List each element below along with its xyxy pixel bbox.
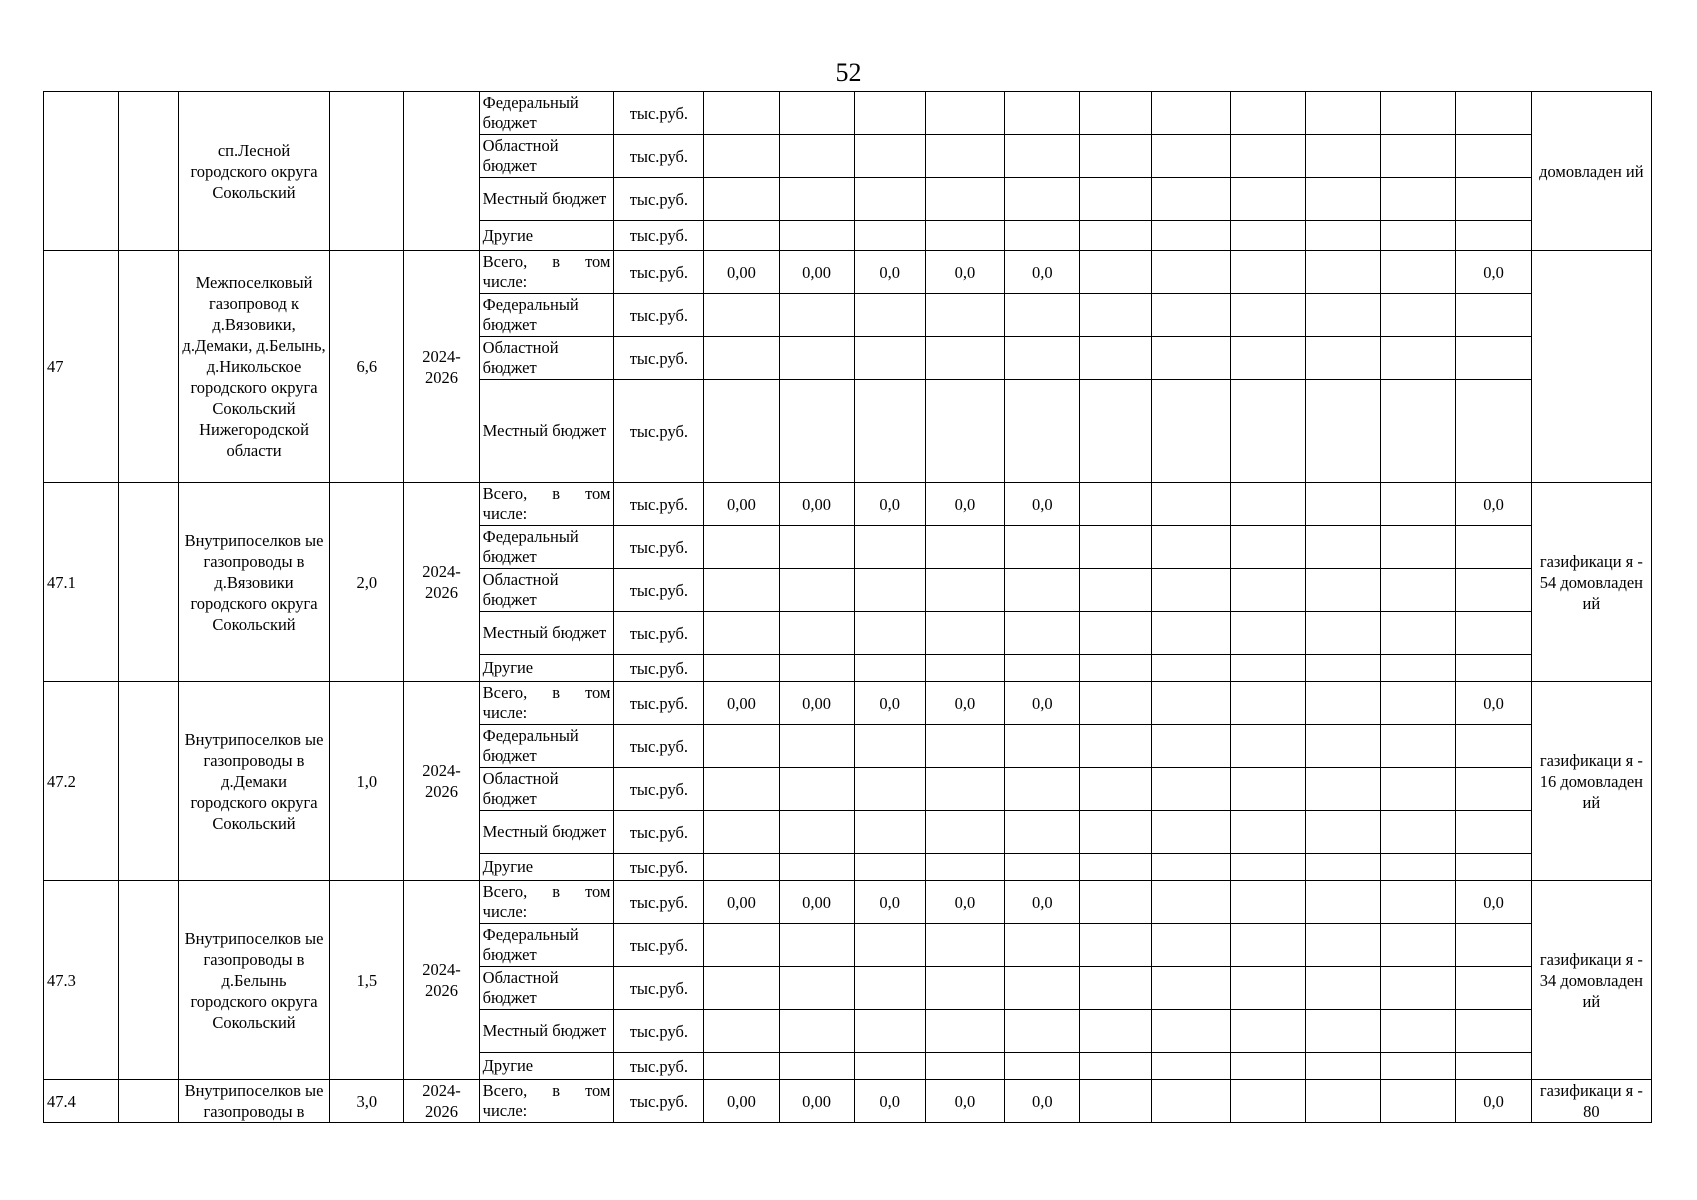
- value-cell: 0,00: [779, 483, 854, 526]
- value-cell: 0,00: [704, 682, 779, 725]
- table-row: [44, 92, 1652, 135]
- value-cell: 0,0: [1005, 483, 1080, 526]
- source-other: Другие: [479, 221, 614, 251]
- result-cell: домовладен ий: [1531, 92, 1651, 251]
- value-cell: 0,0: [1456, 682, 1531, 725]
- source-oblast: Областной бюджет: [479, 768, 614, 811]
- row-number-cell: 47.1: [44, 483, 119, 682]
- value-cell: 0,0: [1456, 1080, 1531, 1123]
- value-cell: 0,00: [704, 881, 779, 924]
- value-cell: 0,0: [925, 1080, 1004, 1123]
- source-other: Другие: [479, 1053, 614, 1080]
- value-cell: 0,0: [1005, 251, 1080, 294]
- source-local: Местный бюджет: [479, 178, 614, 221]
- value-cell: 0,0: [925, 251, 1004, 294]
- value-cell: 0,0: [854, 881, 925, 924]
- unit: тыс.руб.: [614, 294, 704, 337]
- length-km: 2,0: [330, 483, 404, 682]
- result-cell: газификаци я - 34 домовладен ий: [1531, 881, 1651, 1080]
- unit: тыс.руб.: [614, 1053, 704, 1080]
- value-cell: 0,00: [779, 1080, 854, 1123]
- period: 2024-2026: [404, 251, 479, 483]
- source-federal: Федеральный бюджет: [479, 725, 614, 768]
- table-row: [44, 251, 1652, 294]
- row-number-cell: 47.3: [44, 881, 119, 1080]
- unit: тыс.руб.: [614, 612, 704, 655]
- source-local: Местный бюджет: [479, 380, 614, 483]
- unit: тыс.руб.: [614, 655, 704, 682]
- page-number: 52: [835, 58, 862, 87]
- unit: тыс.руб.: [614, 337, 704, 380]
- unit: тыс.руб.: [614, 178, 704, 221]
- unit: тыс.руб.: [614, 135, 704, 178]
- source-total: Всего, в том числе:: [479, 483, 614, 526]
- unit: тыс.руб.: [614, 924, 704, 967]
- unit: тыс.руб.: [614, 768, 704, 811]
- source-local: Местный бюджет: [479, 811, 614, 854]
- value-cell: 0,0: [1456, 483, 1531, 526]
- value-cell: 0,0: [925, 483, 1004, 526]
- period: 2024-2026: [404, 1080, 479, 1123]
- unit: тыс.руб.: [614, 725, 704, 768]
- object-name: сп.Лесной городского округа Сокольский: [178, 92, 330, 251]
- length-km: 1,0: [330, 682, 404, 881]
- unit: тыс.руб.: [614, 221, 704, 251]
- investment-program-table: [43, 91, 1652, 1123]
- value-cell: 0,0: [1005, 1080, 1080, 1123]
- unit: тыс.руб.: [614, 483, 704, 526]
- result-cell: газификаци я - 54 домовладен ий: [1531, 483, 1651, 682]
- unit: тыс.руб.: [614, 251, 704, 294]
- result-cell: газификаци я - 80: [1531, 1080, 1651, 1123]
- value-cell: 0,0: [925, 881, 1004, 924]
- value-cell: 0,00: [704, 251, 779, 294]
- unit: тыс.руб.: [614, 682, 704, 725]
- source-federal: Федеральный бюджет: [479, 294, 614, 337]
- table-row: [44, 881, 1652, 924]
- source-oblast: Областной бюджет: [479, 337, 614, 380]
- table-row: [44, 1080, 1652, 1123]
- source-oblast: Областной бюджет: [479, 135, 614, 178]
- period: 2024-2026: [404, 682, 479, 881]
- result-cell: газификаци я - 16 домовладен ий: [1531, 682, 1651, 881]
- value-cell: 0,0: [1456, 251, 1531, 294]
- unit: тыс.руб.: [614, 854, 704, 881]
- value-cell: 0,0: [1005, 682, 1080, 725]
- source-federal: Федеральный бюджет: [479, 526, 614, 569]
- value-cell: 0,00: [779, 682, 854, 725]
- unit: тыс.руб.: [614, 1010, 704, 1053]
- unit: тыс.руб.: [614, 92, 704, 135]
- value-cell: 0,0: [1456, 881, 1531, 924]
- table-row: [44, 483, 1652, 526]
- unit: тыс.руб.: [614, 526, 704, 569]
- source-oblast: Областной бюджет: [479, 967, 614, 1010]
- source-total: Всего, в том числе:: [479, 1080, 614, 1123]
- unit: тыс.руб.: [614, 811, 704, 854]
- value-cell: 0,0: [854, 1080, 925, 1123]
- value-cell: 0,0: [854, 483, 925, 526]
- length-km: 6,6: [330, 251, 404, 483]
- source-total: Всего, в том числе:: [479, 251, 614, 294]
- source-total: Всего, в том числе:: [479, 682, 614, 725]
- unit: тыс.руб.: [614, 881, 704, 924]
- source-total: Всего, в том числе:: [479, 881, 614, 924]
- length-km: 1,5: [330, 881, 404, 1080]
- value-cell: 0,00: [779, 251, 854, 294]
- value-cell: 0,00: [704, 483, 779, 526]
- period: 2024-2026: [404, 483, 479, 682]
- unit: тыс.руб.: [614, 1080, 704, 1123]
- source-local: Местный бюджет: [479, 1010, 614, 1053]
- object-name: Внутрипоселков ые газопроводы в д.Вязовики городского округа Сокольский: [178, 483, 330, 682]
- value-cell: 0,00: [704, 1080, 779, 1123]
- object-name: Внутрипоселков ые газопроводы в: [178, 1080, 330, 1123]
- source-federal: Федеральный бюджет: [479, 92, 614, 135]
- value-cell: 0,00: [779, 881, 854, 924]
- length-km: 3,0: [330, 1080, 404, 1123]
- unit: тыс.руб.: [614, 380, 704, 483]
- row-number-cell: 47: [44, 251, 119, 483]
- value-cell: 0,0: [1005, 881, 1080, 924]
- unit: тыс.руб.: [614, 569, 704, 612]
- unit: тыс.руб.: [614, 967, 704, 1010]
- row-number-cell: 47.4: [44, 1080, 119, 1123]
- source-local: Местный бюджет: [479, 612, 614, 655]
- value-cell: 0,0: [854, 251, 925, 294]
- source-other: Другие: [479, 655, 614, 682]
- source-federal: Федеральный бюджет: [479, 924, 614, 967]
- value-cell: 0,0: [854, 682, 925, 725]
- object-name: Внутрипоселков ые газопроводы в д.Демаки городского округа Сокольский: [178, 682, 330, 881]
- object-name: Внутрипоселков ые газопроводы в д.Белынь городского округа Сокольский: [178, 881, 330, 1080]
- table-row: [44, 682, 1652, 725]
- period: 2024-2026: [404, 881, 479, 1080]
- value-cell: 0,0: [925, 682, 1004, 725]
- source-other: Другие: [479, 854, 614, 881]
- object-name: Межпоселковый газопровод к д.Вязовики, д.Демаки, д.Белынь, д.Никольское городского округа Сокольский Нижегородской области: [178, 251, 330, 483]
- row-number-cell: [44, 92, 119, 251]
- result-cell: [1531, 251, 1651, 483]
- source-oblast: Областной бюджет: [479, 569, 614, 612]
- row-number-cell: 47.2: [44, 682, 119, 881]
